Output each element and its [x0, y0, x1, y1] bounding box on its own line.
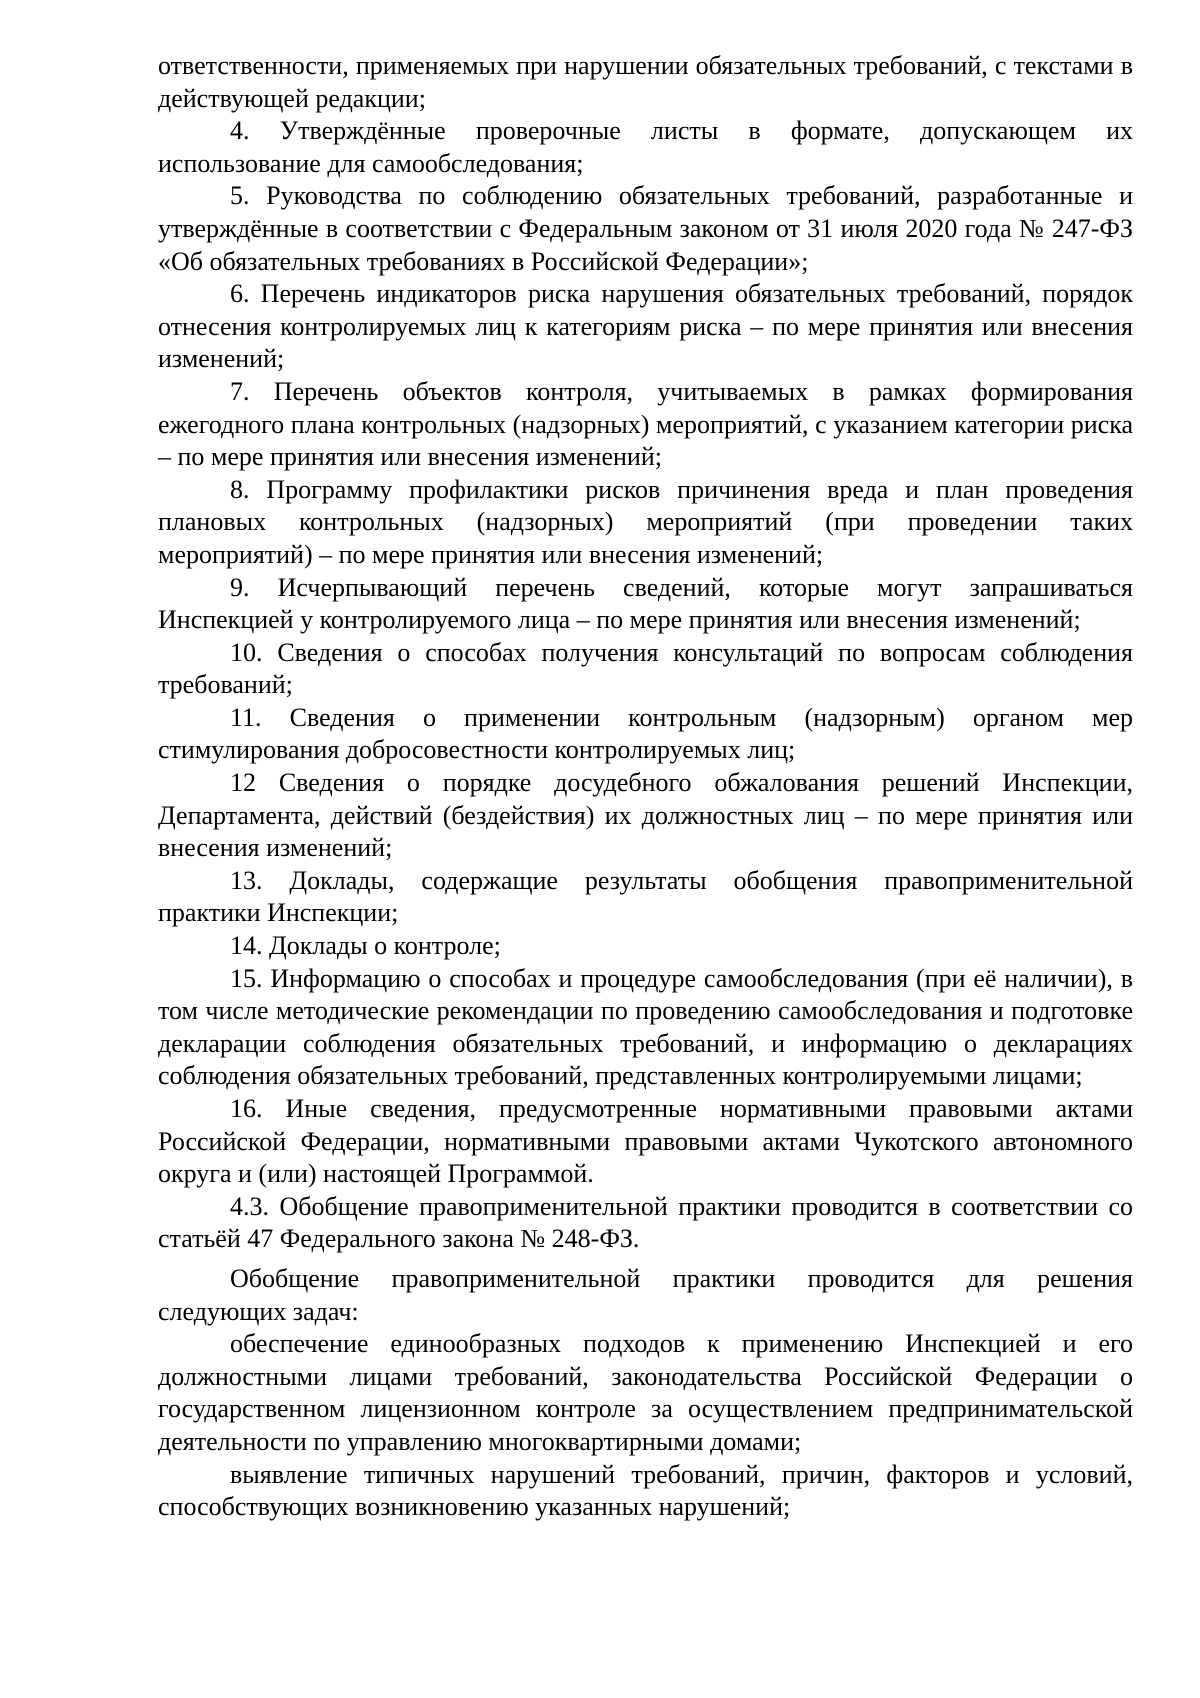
paragraph-item-4: 4. Утверждённые проверочные листы в формате, допускающем их использование для самообследования;: [158, 116, 1133, 178]
paragraph-item-5: 5. Руководства по соблюдению обязательных требований, разработанные и утверждённые в соответствии с Федеральным законом от 31 июля 2020 года № 247-ФЗ «Об обязательных требованиях в Российской Федерации»;: [158, 181, 1133, 276]
paragraph-task-uniform-approaches: обеспечение единообразных подходов к применению Инспекцией и его должностными лицами требований, законодательства Российской Федерации о государственном лицензионном контроле за осуществлением предпринимательской деятельности по управлению многоквартирными домами;: [158, 1329, 1133, 1456]
paragraph-section-4-3: 4.3. Обобщение правоприменительной практики проводится в соответствии со статьёй 47 Федерального закона № 248-ФЗ.: [158, 1191, 1133, 1254]
paragraph-item-15: 15. Информацию о способах и процедуре самообследования (при её наличии), в том числе методические рекомендации по проведению самообследования и подготовке декларации соблюдения обязательных требований, и информацию о декларациях соблюдения обязательных требований, представленных контролируемыми лицами;: [158, 963, 1133, 1091]
paragraph-item-11: 11. Сведения о применении контрольным (надзорным) органом мер стимулирования добросовестности контролируемых лиц;: [158, 702, 1133, 765]
paragraph-item-13: 13. Доклады, содержащие результаты обобщения правоприменительной практики Инспекции;: [158, 865, 1133, 928]
paragraph-item-9: 9. Исчерпывающий перечень сведений, которые могут запрашиваться Инспекцией у контролируемого лица – по мере принятия или внесения изменений;: [158, 572, 1133, 635]
document-page: [158, 50, 1133, 1524]
paragraph-item-16: 16. Иные сведения, предусмотренные нормативными правовыми актами Российской Федерации, нормативными правовыми актами Чукотского автономного округа и (или) настоящей Программой.: [158, 1094, 1133, 1189]
paragraph-item-10: 10. Сведения о способах получения консультаций по вопросам соблюдения требований;: [158, 637, 1133, 700]
paragraph-task-typical-violations: выявление типичных нарушений требований, причин, факторов и условий, способствующих возникновению указанных нарушений;: [158, 1459, 1133, 1522]
paragraph-item-7: 7. Перечень объектов контроля, учитываемых в рамках формирования ежегодного плана контрольных (надзорных) мероприятий, с указанием категории риска – по мере принятия или внесения изменений;: [158, 376, 1133, 472]
paragraph-tasks-intro: Обобщение правоприменительной практики проводится для решения следующих задач:: [158, 1263, 1133, 1326]
paragraph-continuation: ответственности, применяемых при нарушении обязательных требований, с текстами в действующей редакции;: [158, 51, 1133, 113]
paragraph-item-8: 8. Программу профилактики рисков причинения вреда и план проведения плановых контрольных (надзорных) мероприятий (при проведении таких мероприятий) – по мере принятия или внесения изменений;: [158, 474, 1133, 569]
paragraph-item-6: 6. Перечень индикаторов риска нарушения обязательных требований, порядок отнесения контролируемых лиц к категориям риска – по мере принятия или внесения изменений;: [158, 279, 1133, 374]
paragraph-item-14: 14. Доклады о контроле;: [230, 931, 501, 961]
paragraph-item-12: 12 Сведения о порядке досудебного обжалования решений Инспекции, Департамента, действий (бездействия) их должностных лиц – по мере принятия или внесения изменений;: [158, 768, 1133, 863]
